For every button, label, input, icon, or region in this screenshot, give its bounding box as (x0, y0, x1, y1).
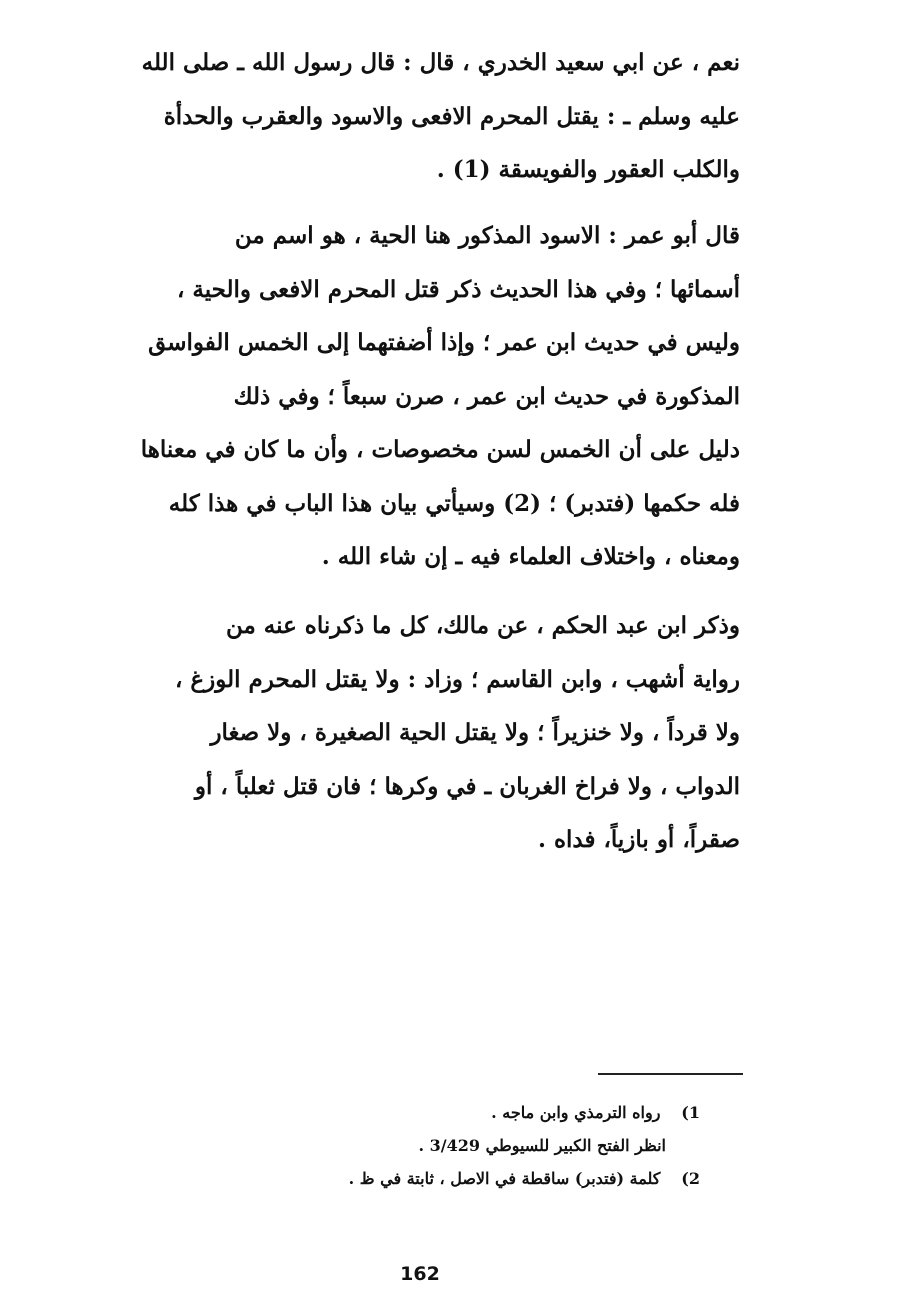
text-line: نعم ، عن ابي سعيد الخدري ، قال : قال رسول الله ـ صلى الله (141, 49, 740, 76)
paragraph-ibn-abd-al-hakam (98, 599, 740, 867)
footnotes (240, 1096, 700, 1195)
text-line: قال أبو عمر : الاسود المذكور هنا الحية ، هو اسم من (234, 222, 740, 249)
footnote-text: رواه الترمذي وابن ماجه . (491, 1103, 661, 1122)
page-number: 162 (400, 1263, 440, 1285)
footnote-item (240, 1162, 700, 1195)
paragraph-commentary (98, 209, 740, 584)
text-line: وذكر ابن عبد الحكم ، عن مالك، كل ما ذكرناه عنه من (225, 612, 740, 639)
text-line: ولا قرداً ، ولا خنزيراً ؛ ولا يقتل الحية الصغيرة ، ولا صغار (210, 719, 740, 746)
text-line: الدواب ، ولا فراخ الغربان ـ في وكرها ؛ فان قتل ثعلباً ، أو (194, 772, 740, 800)
text-line: صقراً، أو بازياً، فداه . (537, 826, 740, 853)
text-line: وليس في حديث ابن عمر ؛ وإذا أضفتهما إلى الخمس الفواسق (148, 329, 740, 356)
text-line: المذكورة في حديث ابن عمر ، صرن سبعاً ؛ وفي ذلك (233, 382, 740, 410)
paragraph-hadith (98, 36, 740, 197)
text-line: فله حكمها (فتدبر) ؛ (2) وسيأتي بيان هذا الباب في هذا كله (168, 489, 740, 517)
text-line: أسمائها ؛ وفي هذا الحديث ذكر قتل المحرم الافعى والحية ، (176, 275, 740, 303)
footnote-marker: 2) (681, 1169, 700, 1188)
footnote-item (240, 1096, 700, 1129)
text-line: دليل على أن الخمس لسن مخصوصات ، وأن ما كان في معناها (140, 436, 740, 463)
text-line: والكلب العقور والفويسقة (1) . (436, 156, 740, 183)
text-line: رواية أشهب ، وابن القاسم ؛ وزاد : ولا يقتل المحرم الوزغ ، (175, 665, 740, 693)
footnote-text: انظر الفتح الكبير للسيوطي 3/429 . (418, 1136, 666, 1155)
text-line: ومعناه ، واختلاف العلماء فيه ـ إن شاء الله . (321, 543, 740, 570)
footnote-marker: 1) (681, 1103, 700, 1122)
text-line: عليه وسلم ـ : يقتل المحرم الافعى والاسود والعقرب والحدأة (163, 102, 740, 130)
footnote-separator (598, 1073, 743, 1075)
footnote-text: كلمة (فتدبر) ساقطة في الاصل ، ثابتة في ظ . (348, 1169, 661, 1188)
footnote-item (240, 1129, 700, 1162)
